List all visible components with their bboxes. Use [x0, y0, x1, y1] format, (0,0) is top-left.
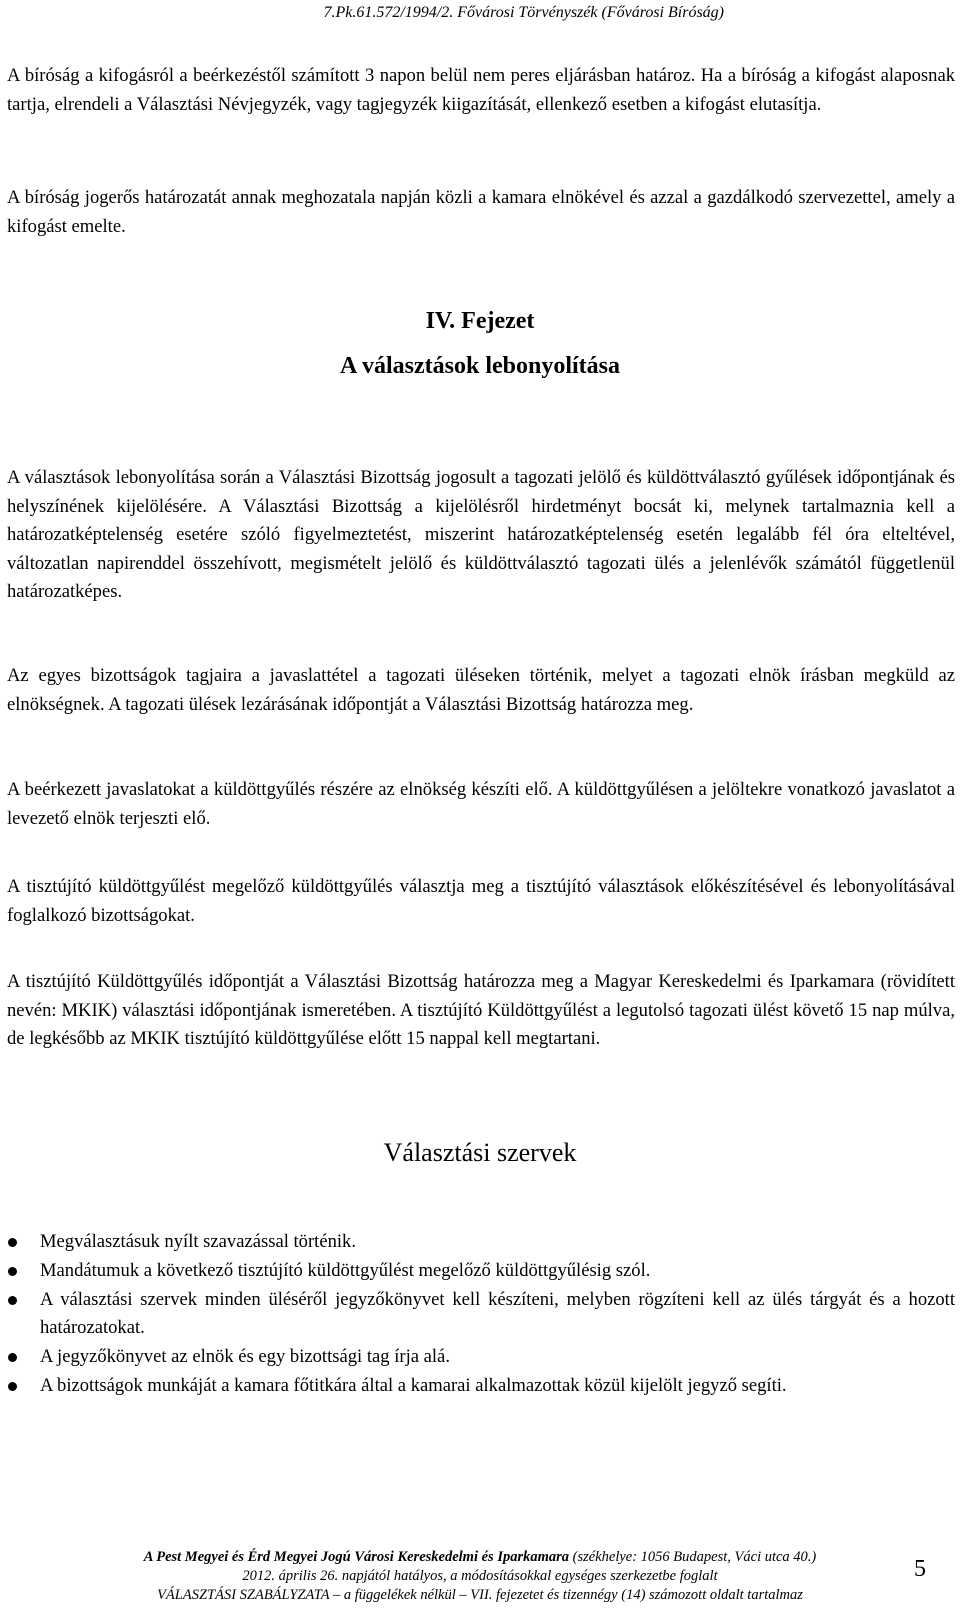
footer-line-organization: A Pest Megyei és Érd Megyei Jogú Városi Kereskedelmi és Iparkamara (székhelye: 1056 Budapest, Váci utca 40.)	[143, 1549, 817, 1565]
bullet-list	[0, 1228, 960, 1401]
case-reference-header: 7.Pk.61.572/1994/2. Fővárosi Törvényszék (Fővárosi Bíróság)	[323, 4, 724, 21]
paragraph-proposals: A beérkezett javaslatokat a küldöttgyűlés részére az elnökség készíti elő. A küldöttgyűlésen a jelöltekre vonatkozó javaslatot a levezető elnök terjeszti elő.	[7, 779, 955, 829]
bullet-dot-icon	[8, 1382, 17, 1391]
list-item: Mandátumuk a következő tisztújító küldöttgyűlést megelőző küldöttgyűlésig szól.	[0, 1257, 960, 1286]
chapter-number: IV. Fejezet	[425, 308, 535, 334]
paragraph-committees-election: A tisztújító küldöttgyűlést megelőző küldöttgyűlés választja meg a tisztújító választások előkészítésével és lebonyolításával foglalkozó bizottságokat.	[7, 876, 955, 926]
bullet-dot-icon	[8, 1296, 17, 1305]
page-number: 5	[914, 1556, 926, 1582]
chapter-title: A választások lebonyolítása	[339, 353, 621, 379]
page-footer	[0, 1548, 960, 1605]
bullet-dot-icon	[8, 1353, 17, 1362]
footer-line-regulation: VÁLASZTÁSI SZABÁLYZATA – a függelékek nélkül – VII. fejezetet és tizennégy (14) számozott oldalt tartalmaz	[157, 1587, 803, 1603]
section-title: Választási szervek	[383, 1138, 577, 1167]
list-item: A bizottságok munkáját a kamara főtitkára által a kamarai alkalmazottak közül kijelölt jegyző segíti.	[0, 1372, 960, 1401]
bullet-dot-icon	[8, 1238, 17, 1247]
list-item: A választási szervek minden üléséről jegyzőkönyvet kell készíteni, melyben rögzíteni kell az ülés tárgyát és a hozott határozatokat.	[0, 1286, 960, 1344]
paragraph-committee-nominations: Az egyes bizottságok tagjaira a javaslattétel a tagozati üléseken történik, melyet a tagozati elnök írásban megküld az elnökségnek. A tagozati ülések lezárásának időpontját a Választási Bizottság határozza meg.	[7, 665, 955, 715]
paragraph-election-conduct: A választások lebonyolítása során a Választási Bizottság jogosult a tagozati jelölő és küldöttválasztó gyűlések időpontjának és helyszínének kijelölésére. A Választási Bizottság a kijelölésről hirdetményt bocsát ki, melynek tartalmaznia kell a határozatképtelenség esetére szóló figyelmeztetést, miszerint határozatképtelenség esetén legalább fél óra elteltével, változatlan napirenddel összehívott, megismételt jelölő és küldöttválasztó tagozati ülés a jelenlévők számától függetlenül határozatképes.	[7, 467, 955, 603]
footer-line-effective-date: 2012. április 26. napjától hatályos, a módosításokkal egységes szerkezetbe foglalt	[242, 1568, 718, 1584]
list-item: Megválasztásuk nyílt szavazással történik.	[0, 1228, 960, 1257]
paragraph-general-assembly-date: A tisztújító Küldöttgyűlés időpontját a Választási Bizottság határozza meg a Magyar Kereskedelmi és Iparkamara (rövidített nevén: MKIK) választási időpontjának ismeretében. A tisztújító Küldöttgyűlést a legutolsó tagozati ülést követő 15 nap múlva, de legkésőbb az MKIK tisztújító küldöttgyűlése előtt 15 nappal kell megtartani.	[7, 971, 955, 1050]
paragraph-objection-ruling: A bíróság a kifogásról a beérkezéstől számított 3 napon belül nem peres eljárásban határoz. Ha a bíróság a kifogást alaposnak tartja, elrendeli a Választási Névjegyzék, vagy tagjegyzék kiigazítását, ellenkező esetben a kifogást elutasítja.	[7, 65, 955, 115]
list-item: A jegyzőkönyvet az elnök és egy bizottsági tag írja alá.	[0, 1343, 960, 1372]
paragraph-final-decision: A bíróság jogerős határozatát annak meghozatala napján közli a kamara elnökével és azzal a gazdálkodó szervezettel, amely a kifogást emelte.	[7, 187, 955, 237]
bullet-dot-icon	[8, 1267, 17, 1276]
